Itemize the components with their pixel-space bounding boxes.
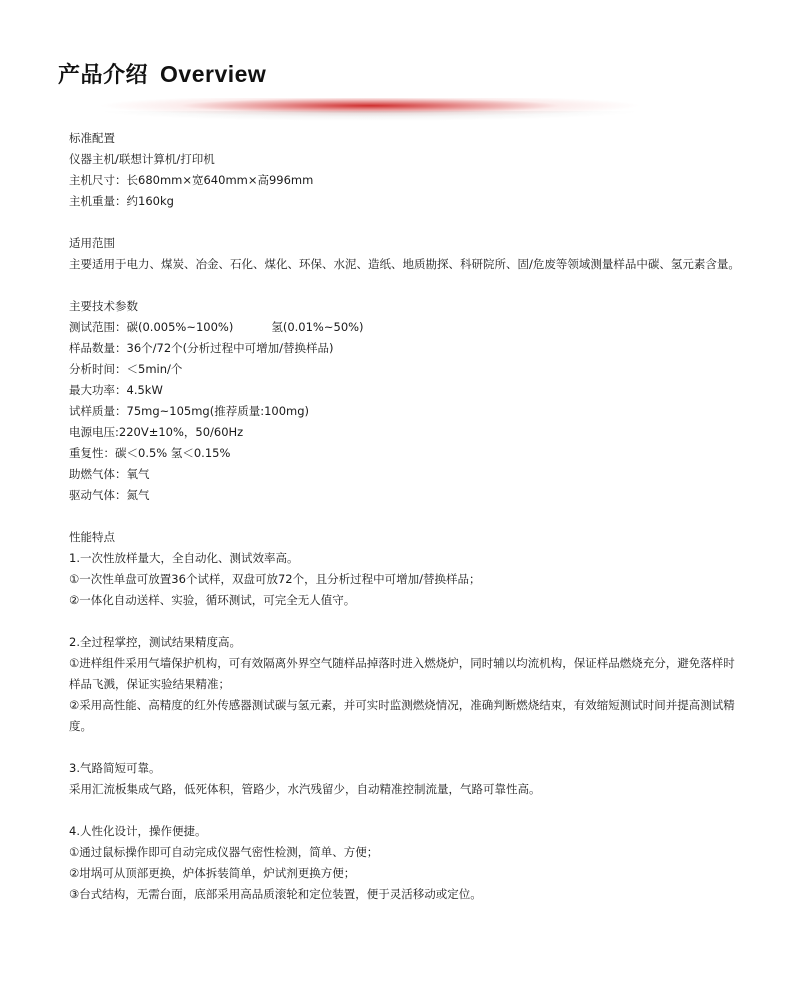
feature-4-section bbox=[69, 821, 744, 905]
param-line: 电源电压:220V±10%，50/60Hz bbox=[69, 425, 244, 439]
param-line: 分析时间：＜5min/个 bbox=[69, 362, 183, 376]
feature-line: ②一体化自动送样、实验，循环测试，可完全无人值守。 bbox=[69, 593, 356, 607]
page-title bbox=[58, 58, 266, 89]
config-line: 主机重量：约160kg bbox=[69, 194, 174, 208]
feature-line: ①进样组件采用气墙保护机构，可有效隔离外界空气随样品掉落时进入燃烧炉，同时辅以均流机构，保证样品燃烧充分，避免落样时样品飞溅，保证实验结果精准； bbox=[69, 656, 735, 691]
title-chinese: 产品介绍 bbox=[58, 63, 149, 88]
application-text: 主要适用于电力、煤炭、冶金、石化、煤化、环保、水泥、造纸、地质勘探、科研院所、固/危废等领域测量样品中碳、氢元素含量。 bbox=[69, 257, 740, 271]
feature-title: 4.人性化设计，操作便捷。 bbox=[69, 824, 207, 838]
feature-title: 2.全过程掌控，测试结果精度高。 bbox=[69, 635, 241, 649]
param-line: 助燃气体：氧气 bbox=[69, 467, 150, 481]
param-line: 试样质量：75mg~105mg(推荐质量:100mg) bbox=[69, 404, 310, 418]
config-line: 主机尺寸：长680mm×宽640mm×高996mm bbox=[69, 173, 314, 187]
param-line: 最大功率：4.5kW bbox=[69, 383, 163, 397]
section-heading: 性能特点 bbox=[69, 530, 115, 544]
feature-3-section bbox=[69, 758, 744, 800]
feature-title: 3.气路简短可靠。 bbox=[69, 761, 161, 775]
application-section bbox=[69, 233, 744, 275]
feature-line: ②采用高性能、高精度的红外传感器测试碳与氢元素，并可实时监测燃烧情况，准确判断燃烧结束，有效缩短测试时间并提高测试精度。 bbox=[69, 698, 735, 733]
feature-line: ③台式结构，无需台面，底部采用高品质滚轮和定位装置，便于灵活移动或定位。 bbox=[69, 887, 482, 901]
param-range-carbon: 测试范围：碳(0.005%~100%) bbox=[69, 320, 234, 334]
config-line: 仪器主机/联想计算机/打印机 bbox=[69, 152, 215, 166]
param-line: 样品数量：36个/72个(分析过程中可增加/替换样品) bbox=[69, 341, 334, 355]
feature-title: 1.一次性放样量大，全自动化、测试效率高。 bbox=[69, 551, 299, 565]
feature-line: ①一次性单盘可放置36个试样，双盘可放72个，且分析过程中可增加/替换样品； bbox=[69, 572, 481, 586]
feature-line: ②坩埚可从顶部更换，炉体拆装简单，炉试剂更换方便； bbox=[69, 866, 356, 880]
feature-line: 采用汇流板集成气路，低死体积，管路少，水汽残留少，自动精准控制流量，气路可靠性高。 bbox=[69, 782, 541, 796]
title-english: Overview bbox=[160, 61, 267, 87]
feature-line: ①通过鼠标操作即可自动完成仪器气密性检测，简单、方便； bbox=[69, 845, 379, 859]
standard-config-section bbox=[69, 128, 744, 212]
param-line: 重复性：碳＜0.5% 氢＜0.15% bbox=[69, 446, 231, 460]
section-heading: 适用范围 bbox=[69, 236, 115, 250]
overview-content bbox=[69, 128, 744, 926]
tech-params-section bbox=[69, 296, 744, 506]
section-heading: 主要技术参数 bbox=[69, 299, 138, 313]
feature-2-section bbox=[69, 632, 744, 737]
param-line: 驱动气体：氮气 bbox=[69, 488, 150, 502]
param-range-line bbox=[69, 317, 744, 338]
section-heading: 标准配置 bbox=[69, 131, 115, 145]
title-underline-accent bbox=[100, 98, 640, 120]
param-range-hydrogen: 氢(0.01%~50%) bbox=[271, 320, 364, 334]
features-section bbox=[69, 527, 744, 611]
